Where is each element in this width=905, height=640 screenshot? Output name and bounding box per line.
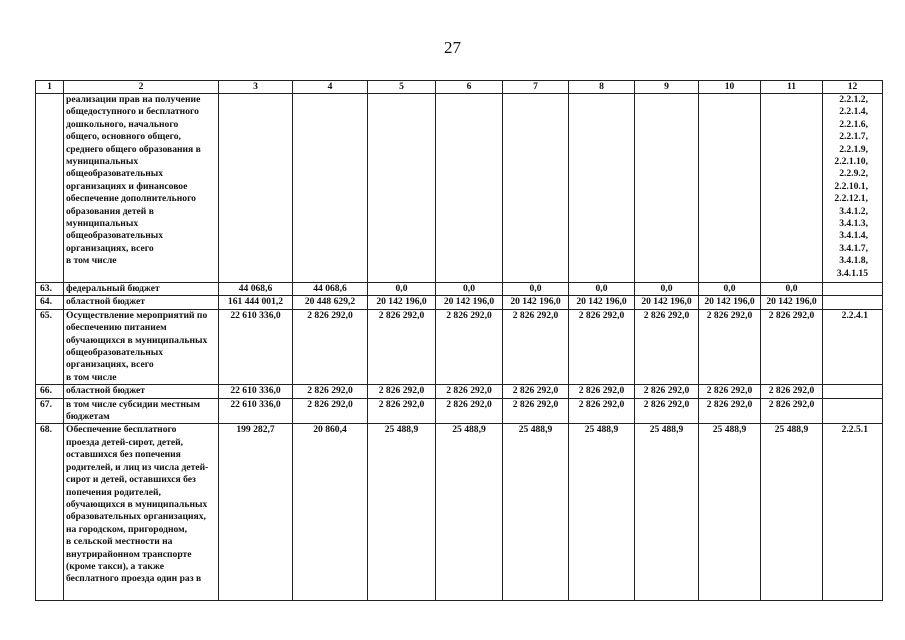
- page-number: 27: [444, 38, 461, 57]
- row-number: 66.: [36, 385, 64, 398]
- table-row: [36, 385, 883, 398]
- value-cell: 2 826 292,0: [368, 385, 436, 398]
- value-cell: 2 826 292,0: [699, 309, 761, 384]
- value-cell: 2 826 292,0: [635, 385, 699, 398]
- value-cell: 20 142 196,0: [503, 296, 569, 309]
- value-cell: 2 826 292,0: [503, 398, 569, 424]
- value-cell: 44 068,6: [219, 283, 293, 296]
- value-cell: 25 488,9: [503, 424, 569, 601]
- budget-table: [35, 80, 883, 601]
- value-cell: 2 826 292,0: [436, 309, 503, 384]
- value-cell: [219, 94, 293, 283]
- column-header-7: 7: [503, 81, 569, 94]
- value-cell: 2 826 292,0: [761, 309, 823, 384]
- reference-codes: [823, 283, 883, 296]
- value-cell: 22 610 336,0: [219, 398, 293, 424]
- reference-codes: 2.2.1.2, 2.2.1.4, 2.2.1.6, 2.2.1.7, 2.2.1.9, 2.2.1.10, 2.2.9.2, 2.2.10.1, 2.2.12.1, 3.4.1.2, 3.4.1.3, 3.4.1.4, 3.4.1.7, 3.4.1.8, 3.4.1.15: [823, 94, 883, 283]
- value-cell: 199 282,7: [219, 424, 293, 601]
- value-cell: [368, 94, 436, 283]
- value-cell: 2 826 292,0: [368, 398, 436, 424]
- column-header-8: 8: [569, 81, 635, 94]
- row-description: реализации прав на получение общедоступного и бесплатного дошкольного, начального общего, основного общего, среднего общего образования в муниципальных общеобразовательных организациях и финансовое обеспечение дополнительного образования детей в муниципальных общеобразовательных организациях, всего в том числе: [64, 94, 219, 283]
- row-number: [36, 94, 64, 283]
- value-cell: 0,0: [436, 283, 503, 296]
- value-cell: [761, 94, 823, 283]
- value-cell: 0,0: [569, 283, 635, 296]
- value-cell: 2 826 292,0: [436, 385, 503, 398]
- table-row: [36, 424, 883, 601]
- value-cell: 0,0: [761, 283, 823, 296]
- reference-codes: [823, 398, 883, 424]
- column-header-1: 1: [36, 81, 64, 94]
- value-cell: [699, 94, 761, 283]
- value-cell: 25 488,9: [569, 424, 635, 601]
- row-number: 63.: [36, 283, 64, 296]
- column-header-12: 12: [823, 81, 883, 94]
- value-cell: 2 826 292,0: [368, 309, 436, 384]
- value-cell: 20 142 196,0: [436, 296, 503, 309]
- column-header-2: 2: [64, 81, 219, 94]
- value-cell: 2 826 292,0: [569, 309, 635, 384]
- value-cell: 2 826 292,0: [761, 385, 823, 398]
- table-row: [36, 398, 883, 424]
- value-cell: 20 142 196,0: [635, 296, 699, 309]
- value-cell: 0,0: [635, 283, 699, 296]
- table-row: [36, 296, 883, 309]
- row-description: Осуществление мероприятий по обеспечению питанием обучающихся в муниципальных общеобразовательных организациях, всего в том числе: [64, 309, 219, 384]
- value-cell: 2 826 292,0: [699, 398, 761, 424]
- row-number: 64.: [36, 296, 64, 309]
- value-cell: 2 826 292,0: [503, 385, 569, 398]
- value-cell: 2 826 292,0: [293, 398, 368, 424]
- reference-codes: [823, 296, 883, 309]
- value-cell: 2 826 292,0: [436, 398, 503, 424]
- value-cell: [436, 94, 503, 283]
- value-cell: 0,0: [503, 283, 569, 296]
- value-cell: 20 860,4: [293, 424, 368, 601]
- value-cell: 25 488,9: [635, 424, 699, 601]
- reference-codes: 2.2.4.1: [823, 309, 883, 384]
- reference-codes: [823, 385, 883, 398]
- value-cell: 22 610 336,0: [219, 309, 293, 384]
- value-cell: 25 488,9: [368, 424, 436, 601]
- value-cell: 25 488,9: [761, 424, 823, 601]
- table-row: [36, 283, 883, 296]
- value-cell: 2 826 292,0: [569, 398, 635, 424]
- column-header-5: 5: [368, 81, 436, 94]
- column-header-10: 10: [699, 81, 761, 94]
- value-cell: 25 488,9: [699, 424, 761, 601]
- row-number: 65.: [36, 309, 64, 384]
- reference-codes: 2.2.5.1: [823, 424, 883, 601]
- row-description: областной бюджет: [64, 385, 219, 398]
- value-cell: [293, 94, 368, 283]
- value-cell: 2 826 292,0: [761, 398, 823, 424]
- row-description: Обеспечение бесплатного проезда детей-сирот, детей, оставшихся без попечения родителей, и лиц из числа детей- сирот и детей, оставшихся без попечения родителей, обучающихся в муниципальных образовательных организациях, на городском, пригородном, в сельской местности на внутрирайонном транспорте (кроме такси), а также бесплатного проезда один раз в: [64, 424, 219, 601]
- value-cell: [569, 94, 635, 283]
- row-description: федеральный бюджет: [64, 283, 219, 296]
- row-description: в том числе субсидии местным бюджетам: [64, 398, 219, 424]
- value-cell: 161 444 001,2: [219, 296, 293, 309]
- value-cell: 2 826 292,0: [293, 385, 368, 398]
- column-header-4: 4: [293, 81, 368, 94]
- column-header-9: 9: [635, 81, 699, 94]
- value-cell: [635, 94, 699, 283]
- table-row: [36, 309, 883, 384]
- row-number: 68.: [36, 424, 64, 601]
- value-cell: 2 826 292,0: [293, 309, 368, 384]
- column-header-3: 3: [219, 81, 293, 94]
- value-cell: 0,0: [368, 283, 436, 296]
- row-description: областной бюджет: [64, 296, 219, 309]
- row-number: 67.: [36, 398, 64, 424]
- column-header-6: 6: [436, 81, 503, 94]
- value-cell: 0,0: [699, 283, 761, 296]
- value-cell: 20 142 196,0: [761, 296, 823, 309]
- value-cell: 25 488,9: [436, 424, 503, 601]
- value-cell: 20 142 196,0: [368, 296, 436, 309]
- value-cell: [503, 94, 569, 283]
- value-cell: 2 826 292,0: [503, 309, 569, 384]
- table-row: [36, 94, 883, 283]
- value-cell: 22 610 336,0: [219, 385, 293, 398]
- value-cell: 20 142 196,0: [699, 296, 761, 309]
- value-cell: 20 448 629,2: [293, 296, 368, 309]
- value-cell: 2 826 292,0: [635, 309, 699, 384]
- value-cell: 44 068,6: [293, 283, 368, 296]
- header-row: [36, 81, 883, 94]
- value-cell: 2 826 292,0: [569, 385, 635, 398]
- value-cell: 2 826 292,0: [635, 398, 699, 424]
- value-cell: 2 826 292,0: [699, 385, 761, 398]
- value-cell: 20 142 196,0: [569, 296, 635, 309]
- column-header-11: 11: [761, 81, 823, 94]
